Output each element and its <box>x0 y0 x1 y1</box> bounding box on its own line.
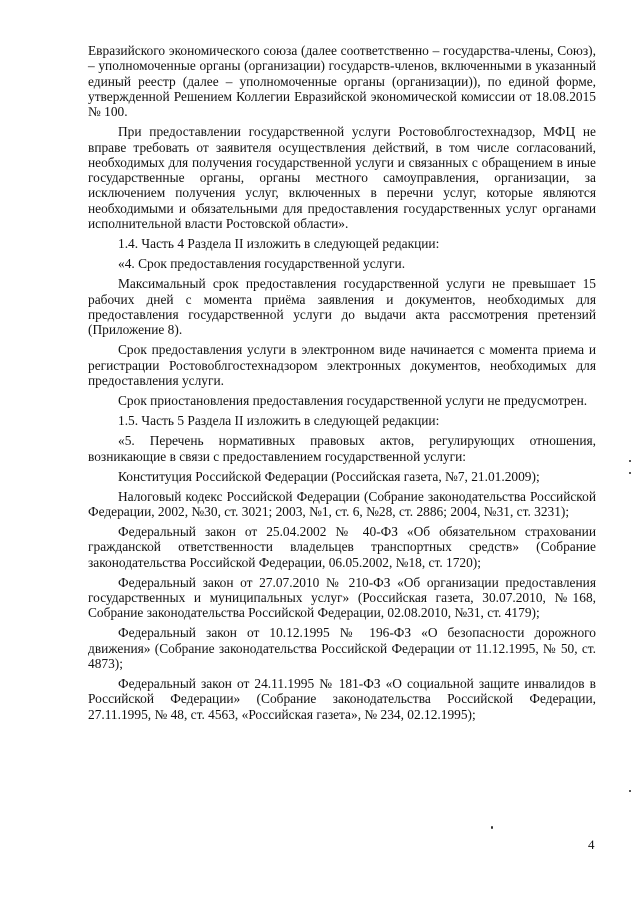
paragraph-14: Федеральный закон от 10.12.1995 № 196-ФЗ «О безопасности дорожного движения» (Собрание законодательства Российской Федерации от 11.12.1995, № 50, ст. 4873); <box>88 625 596 672</box>
scan-speck <box>491 826 493 829</box>
paragraph-6: Срок предоставления услуги в электронном виде начинается с момента приема и регистрации Ростовоблгостехнадзором электронных документов, необходимых для предоставления услуги. <box>88 342 596 388</box>
paragraph-9: «5. Перечень нормативных правовых актов, регулирующих отношения, возникающие в связи с предоставлением государственной услуги: <box>88 433 596 464</box>
paragraph-15: Федеральный закон от 24.11.1995 № 181-ФЗ «О социальной защите инвалидов в Российской Федерации» (Собрание законодательства Российской Федерации, 27.11.1995, № 48, ст. 4563, «Российская газета», № 234, 02.12.1995); <box>88 676 596 722</box>
document-body <box>88 43 596 727</box>
paragraph-7: Срок приостановления предоставления государственной услуги не предусмотрен. <box>118 393 588 409</box>
paragraph-2: При предоставлении государственной услуги Ростовоблгостехнадзор, МФЦ не вправе требовать от заявителя осуществления действий, в том числе согласований, необходимых для получения государственной услуги и связанных с обращением в иные государственные органы, органы местного самоуправления, организации, за исключением получения услуг, включенных в перечни услуг, которые являются необходимыми и обязательными для предоставления государственных услуг органами исполнительной власти Ростовской области». <box>88 124 596 232</box>
scan-margin-mark <box>629 472 631 474</box>
paragraph-3: 1.4. Часть 4 Раздела II изложить в следующей редакции: <box>118 236 440 252</box>
paragraph-11: Налоговый кодекс Российской Федерации (Собрание законодательства Российской Федерации, 2002, №30, ст. 3021; 2003, №1, ст. 6, №28, ст. 2886; 2004, №31, ст. 3231); <box>88 488 596 519</box>
page-number: 4 <box>588 837 595 852</box>
paragraph-5: Максимальный срок предоставления государственной услуги не превышает 15 рабочих дней с момента приёма заявления и документов, необходимых для предоставления государственной услуги до выдачи акта рассмотрения претензий (Приложение 8). <box>88 276 596 338</box>
paragraph-1: Евразийского экономического союза (далее соответственно – государства-члены, Союз), – уполномоченные органы (организации) государств-членов, включенными в указанный единый реестр (далее – уполномоченные органы (организации)), по единой форме, утвержденной Решением Коллегии Евразийской экономической комиссии от 18.08.2015 № 100. <box>88 43 596 120</box>
paragraph-13: Федеральный закон от 27.07.2010 № 210-ФЗ «Об организации предоставления государственных и муниципальных услуг» (Российская газета, 30.07.2010, №168, Собрание законодательства Российской Федерации, 02.08.2010, №31, ст. 4179); <box>88 574 596 621</box>
scan-margin-mark <box>629 460 631 462</box>
scan-margin-mark <box>629 790 631 792</box>
paragraph-10: Конституция Российской Федерации (Российская газета, №7, 21.01.2009); <box>118 468 540 484</box>
paragraph-4: «4. Срок предоставления государственной услуги. <box>118 256 406 272</box>
paragraph-12: Федеральный закон от 25.04.2002 № 40-ФЗ «Об обязательном страховании гражданской ответственности владельцев транспортных средств» (Собрание законодательства Российской Федерации, 06.05.2002, №18, ст. 1720); <box>88 524 596 570</box>
paragraph-8: 1.5. Часть 5 Раздела II изложить в следующей редакции: <box>118 413 440 429</box>
